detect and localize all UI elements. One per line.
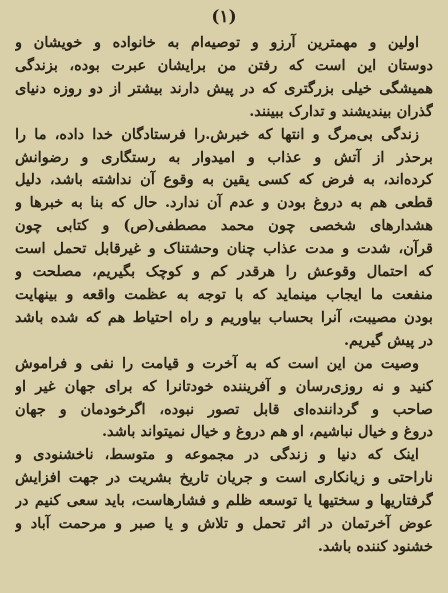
text-line: منفعت ما ایجاب مینماید که با توجه به عظمت واقعه و بینهایت bbox=[15, 285, 433, 303]
text-line: دروغ و خیال نباشیم، او هم دروغ و خیال نمیتواند باشد. bbox=[101, 423, 433, 441]
text-line: هشدارهای شخصی چون محمد مصطفی(ص) و کتابی چون bbox=[15, 217, 433, 235]
text-line: دوستان این است که رفتن من برایشان عبرت بوده، بزندگی bbox=[15, 56, 433, 74]
paragraph-2 bbox=[15, 124, 433, 353]
paragraph-3 bbox=[15, 353, 433, 445]
text-line: اولین و مهمترین آرزو و توصیه‌ام به خانواده و خویشان و bbox=[15, 34, 419, 51]
text-line: کرده‌اند، به فرض که کسی یقین به وقوع آن نداشته باشد، دلیل bbox=[15, 171, 433, 189]
text-line: همیشگی خیلی بزرگتری که در پیش دارند بیشتر از دو روزه دنیای bbox=[15, 79, 433, 97]
text-line: ناراحتی و زیانکاری است و جریان تاریخ بشریت در جهت افزایش bbox=[15, 469, 433, 487]
page-number: (۱) bbox=[211, 7, 237, 27]
paragraph-1 bbox=[15, 32, 433, 124]
text-line: کنید و نه روزی‌رسان و آفریننده خودتانرا که برای جهان غیر او bbox=[15, 377, 433, 395]
paragraph-4 bbox=[15, 444, 433, 559]
text-line: قرآن، شدت و مدت عذاب چنان وحشتناک و غیرقابل تحمل است bbox=[15, 240, 433, 258]
text-line: در پیش گیریم. bbox=[343, 331, 433, 349]
text-line: که احتمال وقوعش را هرقدر کم و کوچک بگیریم، مصلحت و bbox=[15, 263, 433, 281]
text-line: خشنود کننده باشد. bbox=[317, 537, 433, 555]
text-line: بودن مصیبت، آنرا بحساب بیاوریم و راه احتیاط هم که شده باشد bbox=[15, 308, 433, 326]
text-line: زندگی بی‌مرگ و انتها که خبرش.را فرستادگان خدا داده، ما را bbox=[15, 125, 419, 143]
text-line: قطعی هم به دروغ بودن و عدم آن ندارد. حال که بنا به خبرها و bbox=[15, 194, 433, 212]
text-line: عوض آخرتمان در اثر تحمل و تلاش و یا صبر و مرحمت آباد و bbox=[15, 515, 433, 533]
text-line: اینک که دنیا و زندگی در مجموعه و متوسط، ناخشنودی و bbox=[15, 446, 419, 464]
text-line: صاحب و گرداننده‌ای قابل تصور نبوده، اگرخودمان و جهان bbox=[15, 400, 433, 418]
text-line: گذران بیندیشند و تدارک ببینند. bbox=[249, 102, 433, 120]
text-line: وصیت من این است که به آخرت و قیامت را نفی و فراموش bbox=[15, 354, 419, 372]
text-line: برحذر از آتش و عذاب و امیدوار به رستگاری و رضوانش bbox=[15, 148, 433, 166]
text-line: گرفتاریها و سختیها یا توسعه ظلم و فشارهاست، باید سعی کنیم در bbox=[15, 492, 433, 510]
